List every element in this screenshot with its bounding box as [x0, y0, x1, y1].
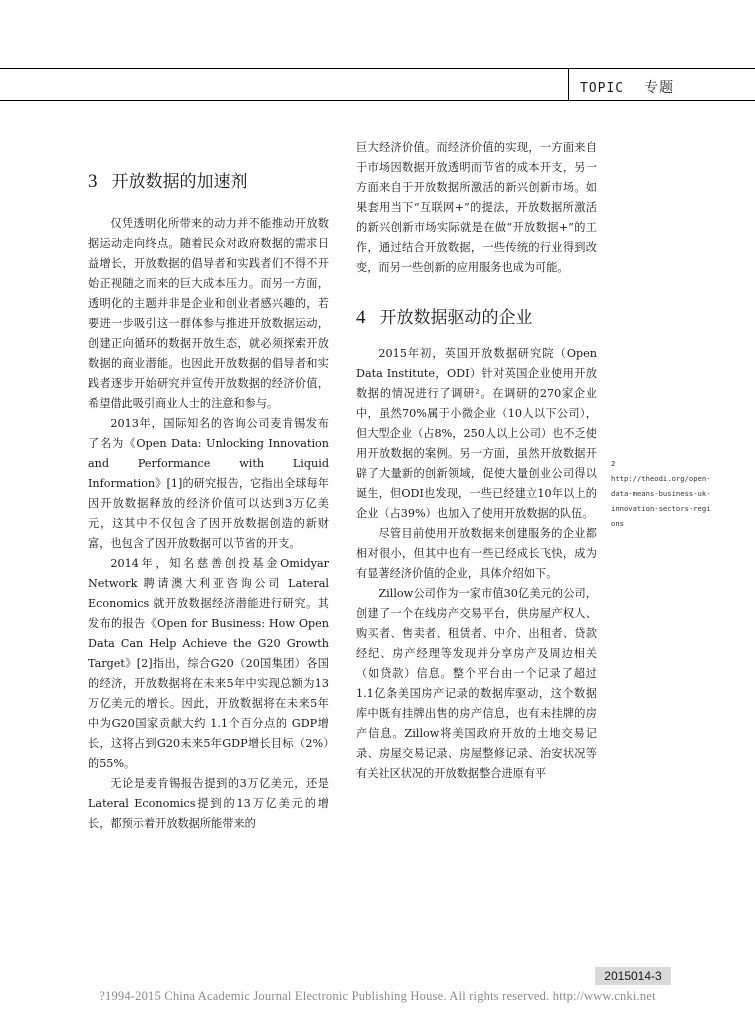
paragraph: 2014年，知名慈善创投基金Omidyar Network 聘请澳大利亚咨询公司 Lateral Economics 就开放数据经济潜能进行研究。其发布的报告《Open for Business: How Open Data Can Help Achieve the G20 Growth Target》[2]指出，综合G20（20国集团）各国的经济，开放数据将在未来5年中实现总额为13万亿美元的增长。因此，开放数据将在未来5年中为G20国家贡献大约 1.1个百分点的 GDP增长，这将占到G20未来5年GDP增长目标（2%）的55%。 — [88, 557, 329, 770]
header-rule-bottom — [0, 100, 755, 101]
running-header — [580, 77, 674, 97]
paragraph: 2013年，国际知名的咨询公司麦肯锡发布了名为《Open Data: Unlocking Innovation and Performance with Liquid Information》[1]的研究报告，它指出全球每年因开放数据释放的经济价值可以达到3万亿美元，这其中不仅包含了因开放数据创造的新财富，也包含了因开放数据可以节省的开支。 — [88, 417, 329, 550]
section-3-heading — [88, 170, 329, 194]
left-column — [88, 138, 329, 834]
paragraph: 仅凭透明化所带来的动力并不能推动开放数据运动走向终点。随着民众对政府数据的需求日益增长，开放数据的倡导者和实践者们不得不开始正视随之而来的巨大成本压力。而另一方面，透明化的主题并非是企业和创业者感兴趣的，若要进一步吸引这一群体参与推进开放数据运动，创建正向循环的数据开放生态，就必须探索开放数据的商业潜能。也因此开放数据的倡导者和实践者逐步开始研究并宣传开放数据的经济价值，希望借此吸引商业人士的注意和参与。 — [88, 217, 329, 410]
copyright-footer: ?1994-2015 China Academic Journal Electronic Publishing House. All rights reserved. http://www.cnki.net — [99, 989, 656, 1003]
section-3-title: 开放数据的加速剂 — [111, 172, 248, 192]
footnote-number: 2 — [611, 459, 616, 468]
paragraph: 巨大经济价值。而经济价值的实现，一方面来自于市场因数据开放透明而节省的成本开支，另一方面来自于开放数据所激活的新兴创新市场。如果套用当下“互联网+”的提法，开放数据所激活的新兴创新市场实际就是在做“开放数据+”的工作，通过结合开放数据，一些传统的行业得到改变，而另一些创新的应用服务也成为可能。 — [356, 141, 597, 274]
paragraph: 尽管目前使用开放数据来创建服务的企业都相对很小，但其中也有一些已经成长飞快，成为有显著经济价值的企业，具体介绍如下。 — [356, 527, 597, 580]
paragraph: Zillow公司作为一家市值30亿美元的公司，创建了一个在线房产交易平台，供房屋产权人、购买者、售卖者、租赁者、中介、出租者、贷款经纪、房产经理等发现并分享房产及周边相关（如贷款）信息。整个平台由一个记录了超过1.1亿条美国房产记录的数据库驱动，这个数据库中既有挂牌出售的房产信息，也有未挂牌的房产信息。Zillow将美国政府开放的土地交易记录、房屋交易记录、房屋整修记录、治安状况等有关社区状况的开放数据整合进原有平 — [356, 587, 597, 780]
section-3-number: 3 — [88, 171, 98, 192]
section-4-title: 开放数据驱动的企业 — [379, 308, 533, 328]
header-label-en: TOPIC — [580, 81, 625, 96]
section-4-number: 4 — [356, 307, 366, 328]
page-number: 2015014-3 — [595, 967, 671, 985]
right-column — [356, 138, 597, 784]
header-separator — [568, 69, 569, 100]
header-label-cn: 专题 — [644, 80, 675, 96]
header-rule-top — [0, 68, 755, 69]
footnote-url: http://theodi.org/open-data-means-business-uk-innovation-sectors-regions — [611, 474, 711, 528]
section-4-heading — [356, 306, 597, 330]
paragraph: 2015年初，英国开放数据研究院（Open Data Institute，ODI）针对英国企业使用开放数据的情况进行了调研²。在调研的270家企业中，虽然70%属于小微企业（10人以下公司），但大型企业（占8%，250人以上公司）也不乏使用开放数据的案例。另一方面，虽然开放数据开辟了大量新的创新领域，促使大量创业公司得以诞生，但ODI也发现，一些已经建立10年以上的企业（占39%）也加入了使用开放数据的队伍。 — [356, 347, 597, 520]
footnote-sidebar — [611, 456, 711, 531]
paragraph: 无论是麦肯锡报告提到的3万亿美元，还是Lateral Economics提到的13万亿美元的增长，都预示着开放数据所能带来的 — [88, 777, 329, 830]
